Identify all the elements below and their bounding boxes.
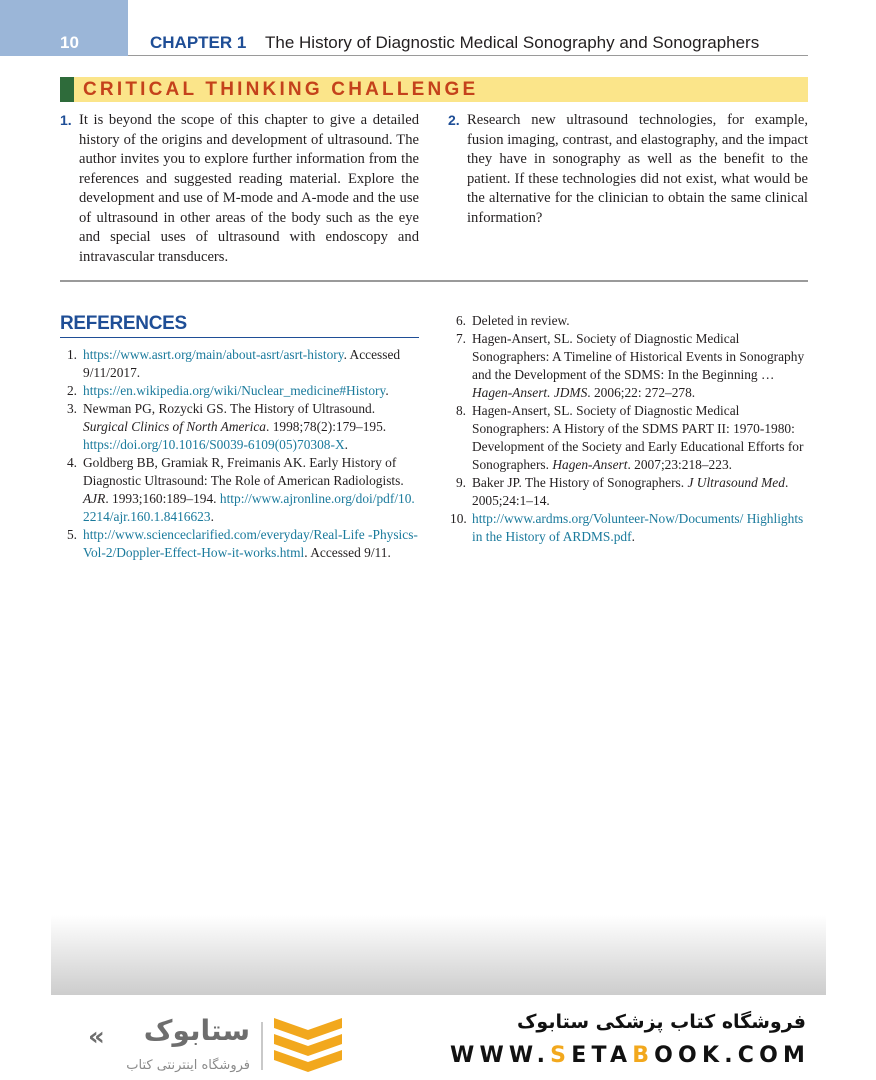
references-heading-rule bbox=[60, 337, 419, 338]
logo-wordmark: ستابوک bbox=[143, 1014, 250, 1047]
reference-journal: Hagen-Ansert. JDMS bbox=[472, 385, 588, 400]
reference-details: . 1998;78(2):179–195. bbox=[266, 419, 387, 434]
reference-text: Goldberg BB, Gramiak R, Freimanis AK. Early History of Diagnostic Ultrasound: The Role of American Radiologists. bbox=[83, 455, 404, 488]
reference-item bbox=[450, 510, 810, 546]
reference-text: . Accessed 9/11/2017. bbox=[83, 347, 401, 380]
reference-link[interactable]: http://www.ardms.org/Volunteer-Now/Documents/ Highlights in the History of ARDMS.pdf bbox=[472, 511, 804, 544]
reference-link[interactable]: https://en.wikipedia.org/wiki/Nuclear_medicine#History bbox=[83, 383, 386, 398]
reference-journal: Surgical Clinics of North America bbox=[83, 419, 267, 434]
reference-number: 1. bbox=[66, 347, 77, 362]
reference-link[interactable]: http://www.scienceclarified.com/everyday/Real-Life -Physics-Vol-2/Doppler-Effect-How-it-works.html bbox=[83, 527, 418, 560]
reference-details: . 2007;23:218–223. bbox=[627, 457, 732, 472]
section-divider bbox=[60, 280, 808, 282]
reference-item bbox=[450, 330, 810, 402]
store-name: فروشگاه کتاب پزشکی ستابوک bbox=[516, 1011, 806, 1033]
url-part-highlight: B bbox=[632, 1043, 655, 1068]
reference-text: Hagen-Ansert, SL. Society of Diagnostic Medical Sonographers: A Timeline of Historical Events in Sonography and the Development of the SDMS: In the Beginning … bbox=[472, 331, 805, 382]
challenge-number: 2. bbox=[448, 112, 460, 128]
banner-marker bbox=[60, 77, 74, 102]
reference-details: . 1993;160:189–194. bbox=[105, 491, 217, 506]
reference-item bbox=[450, 402, 810, 474]
reference-item bbox=[450, 474, 810, 510]
challenge-item-2 bbox=[448, 111, 808, 228]
reference-text: Baker JP. The History of Sonographers. bbox=[472, 475, 685, 490]
reference-item bbox=[61, 400, 421, 454]
reference-number: 9. bbox=[455, 475, 466, 490]
header-rule bbox=[128, 55, 808, 56]
reference-number: 10. bbox=[450, 511, 467, 526]
reference-end: . bbox=[210, 509, 214, 524]
reference-number: 3. bbox=[66, 401, 77, 416]
chapter-title: The History of Diagnostic Medical Sonography and Sonographers bbox=[265, 33, 760, 52]
reference-text: Hagen-Ansert, SL. Society of Diagnostic Medical Sonographers: A History of the SDMS PART II: 1970-1980: Development of the Society and Early Educational Efforts for Sonographers. bbox=[472, 403, 804, 472]
chevron-left-icon: « bbox=[88, 1022, 105, 1052]
challenge-item-1 bbox=[60, 111, 419, 267]
challenge-text: Research new ultrasound technologies, for example, fusion imaging, contrast, and elastography, and the impact they have in sonography as well as the benefit to the patient. If these technologies did not exist, what would be the alternative for the clinician to obtain the same clinical information? bbox=[467, 112, 808, 226]
reference-number: 4. bbox=[66, 455, 77, 470]
reference-journal: AJR bbox=[83, 491, 106, 506]
reference-journal: Hagen-Ansert bbox=[552, 457, 628, 472]
reference-number: 2. bbox=[66, 383, 77, 398]
page-number: 10 bbox=[60, 33, 79, 52]
reference-details: . 2006;22: 272–278. bbox=[587, 385, 696, 400]
reference-item bbox=[61, 454, 421, 526]
url-part: WWW. bbox=[450, 1043, 551, 1068]
references-list-right bbox=[450, 312, 810, 546]
book-stack-icon bbox=[270, 1014, 346, 1074]
reference-text: . bbox=[385, 383, 389, 398]
reference-text: Deleted in review. bbox=[472, 313, 570, 328]
reference-text: Newman PG, Rozycki GS. The History of Ultrasound. bbox=[83, 401, 376, 416]
reference-link[interactable]: https://doi.org/10.1016/S0039-6109(05)70308-X bbox=[83, 437, 345, 452]
challenge-number: 1. bbox=[60, 112, 72, 128]
reference-number: 5. bbox=[66, 527, 77, 542]
challenge-text: It is beyond the scope of this chapter to give a detailed history of the origins and development of ultrasound. The author invites you to explore further information from the references and suggested reading material. Explore the development and use of M-mode and A-mode and the use of ultrasound in other areas of the body such as the eye and special uses of ultrasound with endoscopy and intravascular transducers. bbox=[79, 112, 419, 265]
reference-number: 6. bbox=[455, 313, 466, 328]
reference-item bbox=[61, 382, 421, 400]
reference-text: . bbox=[631, 529, 635, 544]
reference-journal: J Ultrasound Med bbox=[687, 475, 785, 490]
reference-number: 7. bbox=[455, 331, 466, 346]
references-list-left bbox=[61, 346, 421, 562]
url-part: OOK.COM bbox=[654, 1043, 811, 1068]
reference-item bbox=[450, 312, 810, 330]
reference-end: . bbox=[344, 437, 348, 452]
url-part: ETA bbox=[571, 1043, 633, 1068]
critical-thinking-title: CRITICAL THINKING CHALLENGE bbox=[83, 79, 479, 100]
reference-details: . 2005;24:1–14. bbox=[472, 475, 789, 508]
reference-text: . Accessed 9/11. bbox=[304, 545, 391, 560]
logo-divider bbox=[261, 1022, 263, 1070]
page-bottom-shadow bbox=[51, 915, 826, 995]
reference-link[interactable]: https://www.asrt.org/main/about-asrt/asrt-history bbox=[83, 347, 344, 362]
store-url[interactable] bbox=[450, 1043, 814, 1068]
chapter-label: CHAPTER 1 bbox=[150, 33, 247, 52]
reference-item bbox=[61, 526, 421, 562]
logo-tagline: فروشگاه اینترنتی کتاب bbox=[126, 1058, 250, 1073]
references-heading: REFERENCES bbox=[60, 313, 187, 334]
reference-link[interactable]: http://www.ajronline.org/doi/pdf/10.2214/ajr.160.1.8416623 bbox=[83, 491, 415, 524]
url-part-highlight: S bbox=[550, 1043, 572, 1068]
reference-item bbox=[61, 346, 421, 382]
reference-number: 8. bbox=[455, 403, 466, 418]
